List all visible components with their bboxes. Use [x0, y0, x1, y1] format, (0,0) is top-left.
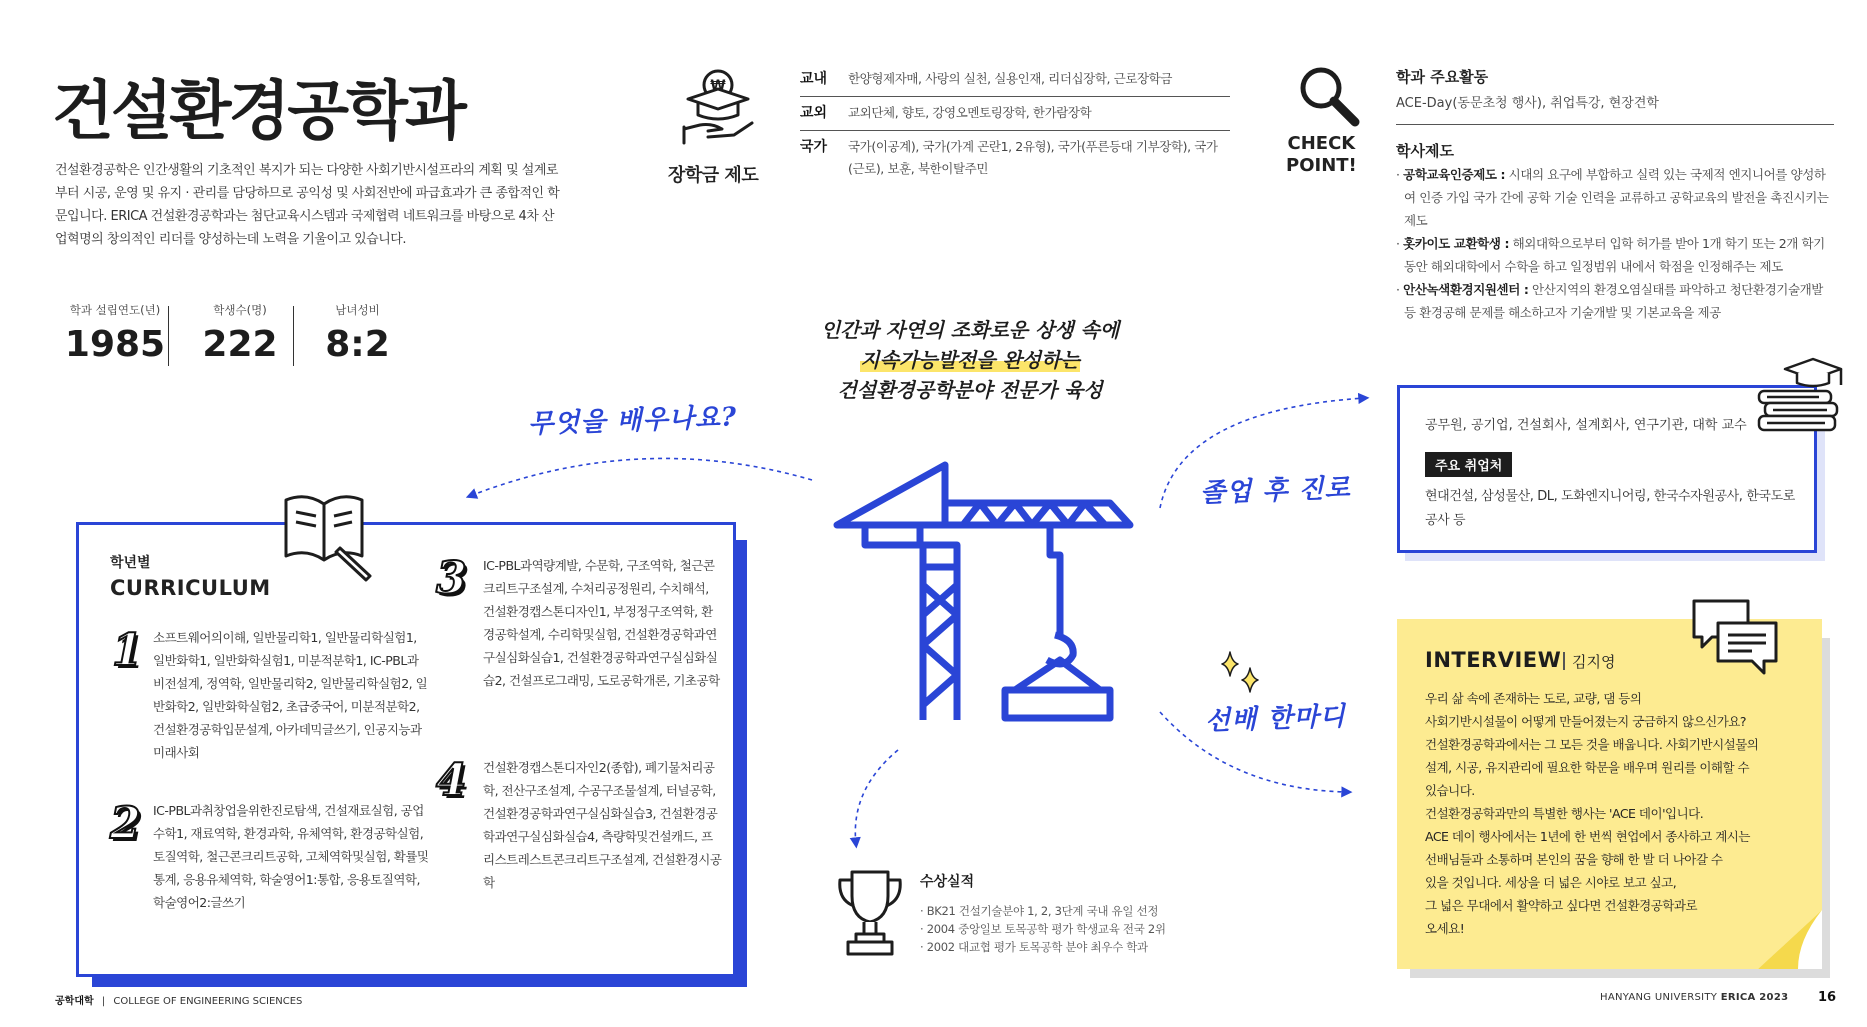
scholarship-key: 교외 [800, 105, 828, 121]
interview-line: 있을 것입니다. 세상을 더 넓은 시야로 보고 싶고, [1425, 875, 1677, 890]
list-item: · 홋카이도 교환학생 : 해외대학으로부터 입학 허가를 받아 1개 학기 또는 2개 학기 동안 해외대학에서 수학을 하고 일정범위 내에서 학점을 인정해주는 제도 [1396, 236, 1825, 274]
item-text: 시대의 요구에 부합하고 실력 있는 국제적 엔지니어를 양성하여 인증 가입 국가 간에 공학 기술 인력을 교류하고 공학교육의 발전을 촉진시키는 제도 [1404, 167, 1829, 228]
page-title: 건설환경공학과 [52, 75, 464, 149]
interview-text [1425, 687, 1815, 940]
senior-word-label: 선배 한마디 [1204, 701, 1347, 737]
stat-value: 8:2 [325, 324, 390, 365]
curriculum-title: CURRICULUM [110, 576, 271, 600]
year-number: 4 [436, 755, 467, 806]
careers-badge: 주요 취업처 [1425, 452, 1512, 477]
college-korean: 공학대학 [55, 996, 94, 1007]
college-english: COLLEGE OF ENGINEERING SCIENCES [113, 996, 303, 1007]
awards-title: 수상실적 [920, 874, 975, 890]
year-courses: 건설환경캡스톤디자인2(종합), 폐기물처리공학, 전산구조설계, 수공구조물설계, 터널공학, 건설환경공학과연구실심화실습3, 건설환경공학과연구실심화실습4, 측량학및건설캐드, 프리스트레스트콘크리트구조설계, 건설환경시공학 [483, 760, 722, 890]
year-number: 2 [110, 798, 141, 849]
scholarship-value: 국가(이공계), 국가(가계 곤란1, 2유형), 국가(푸른등대 기부장학), 국가(근로), 보훈, 북한이탈주민 [848, 139, 1218, 176]
chat-bubbles-icon [1690, 597, 1780, 679]
awards-list [920, 902, 1166, 956]
interview-line: 선배님들과 소통하며 본인의 꿈을 향해 한 발 더 나아갈 수 [1425, 852, 1723, 867]
careers-employers: 현대건설, 삼성물산, DL, 도화엔지니어링, 한국수자원공사, 한국도로공사 등 [1425, 489, 1795, 528]
what-learn-label: 무엇을 배우나요? [527, 402, 738, 440]
curriculum-subtitle: 학년별 [110, 555, 151, 571]
list-item: · 2002 대교협 평가 토목공학 분야 최우수 학과 [920, 940, 1148, 954]
year-courses: IC-PBL과취창업을위한진로탐색, 건설재료실험, 공업수학1, 재료역학, 환경과학, 유체역학, 환경공학실험, 토질역학, 철근콘크리트공학, 고체역학및실험, 확률및통계, 응용유체역학, 학술영어1:통합, 응용토질역학, 학술영어2:글쓰기 [153, 803, 429, 910]
scholarship-key: 국가 [800, 139, 828, 155]
stat-label: 학과 설립연도(년) [69, 303, 161, 317]
sparkle-icon [1220, 650, 1262, 698]
item-name: 공학교육인증제도 : [1403, 167, 1506, 182]
crane-icon [825, 455, 1145, 725]
list-item: · 2004 중앙일보 토목공학 평가 학생교육 전국 2위 [920, 922, 1166, 936]
item-name: 홋카이도 교환학생 : [1403, 236, 1510, 251]
list-item: · 공학교육인증제도 : 시대의 요구에 부합하고 실력 있는 국제적 엔지니어를 양성하여 인증 가입 국가 간에 공학 기술 인력을 교류하고 공학교육의 발전을 촉진시키는 제도 [1396, 167, 1829, 228]
stat-value: 1985 [64, 324, 166, 365]
interview-line: 사회기반시설물이 어떻게 만들어졌는지 궁금하지 않으신가요? [1425, 714, 1746, 729]
item-name: 안산녹색환경지원센터 : [1403, 282, 1529, 297]
svg-text:₩: ₩ [710, 78, 726, 94]
university-name: HANYANG UNIVERSITY [1600, 992, 1718, 1003]
year-courses: IC-PBL과역량계발, 수문학, 구조역학, 철근콘크리트구조설계, 수처리공정원리, 수치해석, 건설환경캡스톤디자인1, 부정정구조역학, 환경공학설계, 수리학및실험, 건설환경공학과연구실심화실습1, 건설환경공학과연구실심화실습2, 건설프로그래밍, 도로공학개론, 기초공학 [483, 558, 720, 688]
interview-line: 건설환경공학과만의 특별한 행사는 'ACE 데이'입니다. [1425, 806, 1704, 821]
stat-value: 222 [202, 324, 278, 365]
arrow-to-awards [855, 750, 898, 844]
list-item: · 안산녹색환경지원센터 : 안산지역의 환경오염실태를 파악하고 청단환경기술개발 등 환경공해 문제를 해소하고자 기술개발 및 기본교육을 제공 [1396, 282, 1823, 320]
after-graduation-label: 졸업 후 진로 [1199, 473, 1352, 509]
interview-line: 오세요! [1425, 921, 1465, 936]
page-number: 16 [1818, 990, 1837, 1005]
stat-label: 남녀성비 [335, 303, 380, 317]
arrow-to-curriculum [470, 458, 812, 496]
department-intro: 건설환경공학은 인간생활의 기초적인 복지가 되는 다양한 사회기반시설프라의 계획 및 설계로부터 시공, 운영 및 유지 · 관리를 담당하므로 공익성 및 사회전반에 파급효과가 큰 종합적인 학문입니다. ERICA 건설환경공학과는 첨단교육시스템과 국제협력 네트워크를 바탕으로 4차 산업혁명의 창의적인 리더를 양성하는데 노력을 기울이고 있습니다. [55, 163, 560, 247]
scholarship-value: 교외단체, 향토, 강영오멘토링장학, 한가람장학 [848, 105, 1092, 120]
checkpoint-label-line: CHECK [1287, 133, 1356, 154]
year-courses: 소프트웨어의이해, 일반물리학1, 일반물리학실험1, 일반화학1, 일반화학실험1, 미분적분학1, IC-PBL과비전설계, 정역학, 일반물리학2, 일반물리학실험2, 일반화학2, 일반화학실험2, 초급중국어, 미분적분학2, 건설환경공학입문설계, 아카데믹글쓰기, 인공지능과미래사회 [153, 630, 428, 760]
scholarship-value: 한양형제자매, 사랑의 실천, 실용인재, 리더십장학, 근로장학금 [848, 71, 1173, 86]
item-text: 안산지역의 환경오염실태를 파악하고 청단환경기술개발 등 환경공해 문제를 해소하고자 기술개발 및 기본교육을 제공 [1404, 282, 1823, 320]
stat-label: 학생수(명) [213, 303, 267, 317]
year-number: 1 [112, 625, 143, 676]
trophy-icon [834, 868, 906, 960]
checkpoint-label-line: POINT! [1286, 155, 1357, 176]
interview-line: 그 넓은 무대에서 활약하고 싶다면 건설환경공학과로 [1425, 898, 1698, 913]
slogan-line: 건설환경공학분야 전문가 육성 [837, 378, 1103, 402]
interview-line: 건설환경공학과에서는 그 모든 것을 배웁니다. 사회기반시설물의 [1425, 737, 1759, 752]
careers-fields: 공무원, 공기업, 건설회사, 설계회사, 연구기관, 대학 교수 [1425, 418, 1747, 433]
slogan-line: 인간과 자연의 조화로운 상생 속에 [820, 318, 1120, 342]
footer-university [1600, 992, 1788, 1003]
book-icon [282, 490, 374, 582]
arrow-to-careers [1160, 398, 1365, 508]
interview-line: 있습니다. [1425, 783, 1475, 798]
divider [1563, 652, 1565, 670]
footer-college [55, 992, 302, 1007]
arrow-to-interview [1160, 712, 1348, 792]
campus-year: ERICA 2023 [1720, 992, 1789, 1003]
scholarship-label: 장학금 제도 [668, 165, 759, 186]
academic-system-title: 학사제도 [1396, 142, 1454, 160]
interviewee-name: 김지영 [1572, 653, 1616, 671]
year-number: 3 [436, 553, 467, 604]
footer-separator: | [101, 996, 106, 1007]
books-cap-icon [1755, 355, 1845, 437]
slogan-highlight: 지속가능발전을 완성하는 [860, 348, 1080, 372]
scholarship-key: 교내 [800, 71, 828, 87]
activities-title: 학과 주요활동 [1396, 68, 1489, 86]
activities-text: ACE-Day(동문초청 행사), 취업특강, 현장견학 [1396, 96, 1659, 111]
interview-line: 우리 삶 속에 존재하는 도로, 교량, 댐 등의 [1425, 691, 1642, 706]
interview-title: INTERVIEW [1425, 648, 1562, 672]
item-text: 해외대학으로부터 입학 허가를 받아 1개 학기 또는 2개 학기 동안 해외대학에서 수학을 하고 일정범위 내에서 학점을 인정해주는 제도 [1404, 236, 1825, 274]
interview-line: 설계, 시공, 유지관리에 필요한 학문을 배우며 원리를 이해할 수 [1425, 760, 1750, 775]
interview-line: ACE 데이 행사에서는 1년에 한 번씩 현업에서 종사하고 계시는 [1425, 829, 1750, 844]
list-item: · BK21 건설기술분야 1, 2, 3단계 국내 유일 선정 [920, 904, 1159, 918]
